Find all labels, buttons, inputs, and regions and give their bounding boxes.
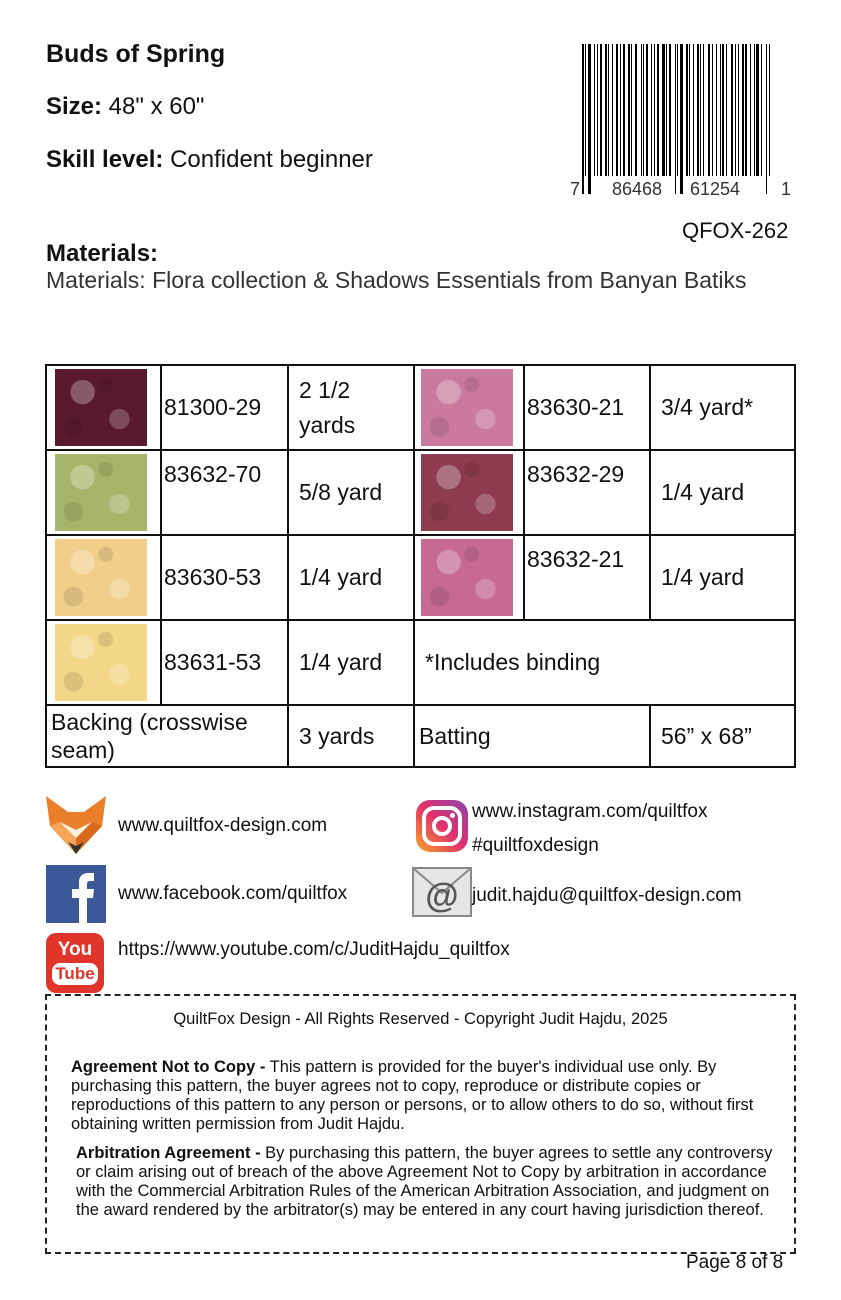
youtube-link[interactable]: https://www.youtube.com/c/JuditHajdu_quiltfox	[118, 939, 510, 960]
fabric-swatch	[421, 454, 513, 531]
fox-logo-icon	[46, 796, 106, 854]
website-link[interactable]: www.quiltfox-design.com	[118, 815, 328, 836]
barcode-group-1: 86468	[612, 179, 663, 199]
legal-notice	[45, 994, 796, 1254]
fabric-code: 83632-70	[161, 450, 288, 535]
agreement-paragraph	[71, 1058, 771, 1134]
swatch-cell	[46, 535, 161, 620]
batting-label: Batting	[414, 705, 650, 767]
fabric-code: 83630-53	[161, 535, 288, 620]
arbitration-text: By purchasing this pattern, the buyer agrees to settle any controversy or claim arising out of breach of the above Agreement Not to Copy by arbitration in accordance with the Commercial Arbitration Rules of the American Arbitration Association, and judgment on the award rendered by the arbitrator(s) may be entered in any court having jurisdiction thereof.	[76, 1144, 773, 1219]
barcode-bar	[612, 44, 613, 176]
barcode-bar	[594, 44, 595, 176]
fabric-qty: 3/4 yard*	[650, 365, 795, 450]
binding-note: *Includes binding	[414, 620, 795, 705]
barcode-bar	[641, 44, 642, 176]
swatch-cell	[46, 450, 161, 535]
quilt-size	[46, 93, 204, 121]
sku-code: QFOX-262	[682, 218, 789, 243]
barcode-bars	[582, 44, 772, 194]
barcode-bar	[643, 44, 644, 176]
barcode-bar	[689, 44, 690, 176]
materials-heading: Materials:	[46, 240, 159, 267]
barcode-bar	[657, 44, 659, 176]
fabric-code: 81300-29	[161, 365, 288, 450]
barcode-bar	[677, 44, 678, 176]
barcode-bar	[666, 44, 667, 176]
barcode-bar	[742, 44, 744, 176]
barcode-bar	[616, 44, 618, 176]
barcode-bar	[722, 44, 724, 176]
barcode-bar	[631, 44, 632, 176]
table-row	[46, 620, 795, 705]
fabric-code: 83632-21	[524, 535, 650, 620]
fabric-swatch	[421, 539, 513, 616]
table-row	[46, 450, 795, 535]
backing-qty: 3 yards	[288, 705, 414, 767]
barcode-bar	[675, 44, 676, 194]
youtube-icon	[46, 933, 104, 993]
barcode-bar	[708, 44, 710, 176]
fabric-table	[45, 364, 796, 768]
barcode-bar	[726, 44, 727, 176]
barcode-bar	[585, 44, 586, 176]
barcode-lead-digit: 7	[570, 179, 581, 199]
fabric-qty: 5/8 yard	[288, 450, 414, 535]
barcode-bar	[738, 44, 739, 176]
backing-label: Backing (crosswise seam)	[46, 705, 288, 767]
barcode-check-digit: 1	[781, 179, 792, 199]
barcode-bar	[623, 44, 625, 176]
barcode-bar	[662, 44, 664, 176]
barcode-bar	[731, 44, 733, 176]
barcode-bar	[735, 44, 736, 176]
barcode-bar	[750, 44, 751, 176]
barcode-bar	[693, 44, 694, 176]
youtube-icon-bottom: Tube	[52, 963, 98, 985]
size-label: Size:	[46, 93, 103, 120]
swatch-cell	[414, 450, 524, 535]
copyright-text: QuiltFox Design - All Rights Reserved - Copyright Judit Hajdu, 2025	[173, 1010, 668, 1028]
fabric-code: 83630-21	[524, 365, 650, 450]
swatch-cell	[46, 620, 161, 705]
fabric-swatch	[55, 454, 147, 531]
email-icon	[412, 867, 472, 917]
barcode-bar	[712, 44, 714, 176]
table-row	[46, 365, 795, 450]
barcode-bar	[756, 44, 758, 176]
table-row	[46, 705, 795, 767]
barcode-bar	[646, 44, 648, 176]
materials-text: Materials: Flora collection & Shadows Essentials from Banyan Batiks	[46, 267, 747, 293]
page-number: Page 8 of 8	[686, 1252, 784, 1273]
facebook-icon	[46, 865, 106, 923]
agreement-title: Agreement Not to Copy -	[71, 1058, 266, 1076]
fabric-qty: 2 1/2 yards	[288, 365, 414, 450]
barcode-bar	[669, 44, 671, 176]
agreement-text: This pattern is provided for the buyer's individual use only. By purchasing this pattern, the buyer agrees not to copy, reproduce or distribute copies or reproductions of this pattern to any person or persons, or to allow others to do so, without first obtaining written permission from Judit Hajdu.	[71, 1058, 754, 1133]
barcode-bar	[697, 44, 699, 176]
barcode-bar	[605, 44, 607, 176]
arbitration-paragraph	[76, 1144, 788, 1220]
barcode-bar	[635, 44, 637, 176]
facebook-link[interactable]: www.facebook.com/quiltfox	[118, 883, 348, 904]
barcode-bar	[703, 44, 704, 176]
pattern-title: Buds of Spring	[46, 40, 226, 68]
barcode-bar	[582, 44, 584, 194]
size-value: 48" x 60"	[102, 93, 205, 120]
barcode-bar	[608, 44, 609, 176]
skill-value: Confident beginner	[163, 146, 373, 173]
barcode-bar	[620, 44, 621, 176]
barcode-bar	[745, 44, 747, 176]
youtube-icon-top: You	[57, 939, 93, 960]
barcode-bar	[700, 44, 701, 176]
swatch-cell	[414, 365, 524, 450]
skill-level	[46, 146, 373, 174]
skill-label: Skill level:	[46, 146, 164, 173]
instagram-icon	[414, 798, 470, 854]
swatch-cell	[46, 365, 161, 450]
barcode-bar	[628, 44, 630, 176]
fabric-swatch	[55, 624, 147, 701]
arbitration-title: Arbitration Agreement -	[76, 1144, 261, 1162]
barcode-bar	[654, 44, 655, 176]
fabric-code: 83631-53	[161, 620, 288, 705]
fabric-qty: 1/4 yard	[650, 450, 795, 535]
fabric-qty: 1/4 yard	[288, 535, 414, 620]
barcode-bar	[769, 44, 770, 176]
table-row	[46, 535, 795, 620]
barcode-bar	[766, 44, 768, 194]
fabric-swatch	[55, 369, 147, 446]
barcode-bar	[680, 44, 682, 194]
barcode-bar	[651, 44, 652, 176]
batting-size: 56” x 68”	[650, 705, 795, 767]
barcode-bar	[716, 44, 717, 176]
fabric-code: 83632-29	[524, 450, 650, 535]
fabric-qty: 1/4 yard	[650, 535, 795, 620]
barcode-bar	[720, 44, 721, 176]
barcode-bar	[600, 44, 602, 176]
swatch-cell	[414, 535, 524, 620]
barcode-group-2: 61254	[690, 179, 741, 199]
barcode-bar	[686, 44, 688, 176]
fabric-swatch	[421, 369, 513, 446]
fabric-swatch	[55, 539, 147, 616]
barcode-bar	[597, 44, 598, 176]
barcode-bar	[588, 44, 590, 194]
hashtag-text: #quiltfoxdesign	[472, 835, 599, 856]
barcode-bar	[761, 44, 762, 176]
fabric-qty: 1/4 yard	[288, 620, 414, 705]
email-link[interactable]: judit.hajdu@quiltfox-design.com	[472, 885, 742, 906]
svg-text:@: @	[425, 877, 459, 915]
barcode	[568, 44, 793, 204]
barcode-bar	[754, 44, 755, 176]
instagram-link[interactable]: www.instagram.com/quiltfox	[472, 801, 708, 822]
